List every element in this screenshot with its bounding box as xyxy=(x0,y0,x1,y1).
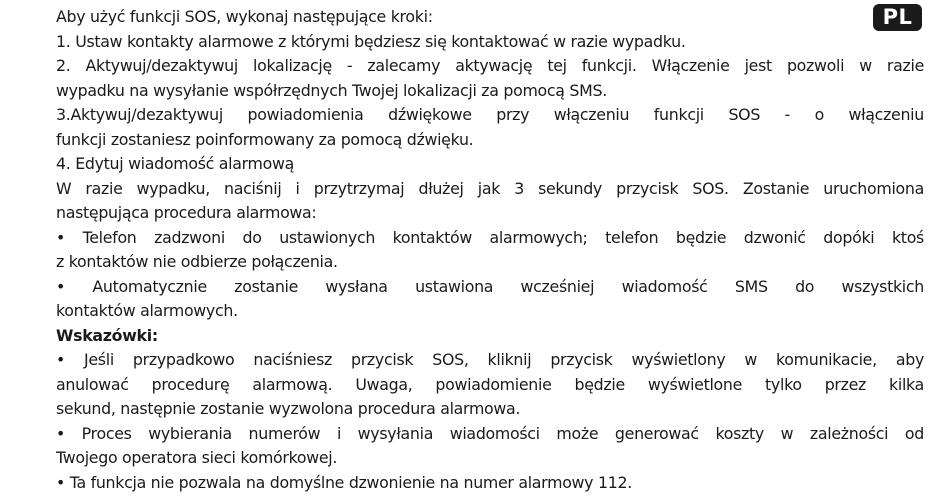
tips-heading: Wskazówki: xyxy=(56,325,158,345)
step-2-line-2: wypadku na wysyłanie współrzędnych Twojej lokalizacji za pomocą SMS. xyxy=(56,80,607,100)
step-3-line-1: 3.Aktywuj/dezaktywuj powiadomienia dźwiękowe przy włączeniu funkcji SOS - o włączeniu xyxy=(56,105,924,124)
tip-2-line-1: • Proces wybierania numerów i wysyłania wiadomości może generować koszty w zależności od xyxy=(56,423,924,443)
tip-1-line-3: sekund, następnie zostanie wyzwolona procedura alarmowa. xyxy=(56,399,521,418)
bullet-2-line-1: • Automatycznie zostanie wysłana ustawiona wcześniej wiadomość SMS do wszystkich xyxy=(56,276,924,296)
tip-1-line-1: • Jeśli przypadkowo naciśniesz przycisk SOS, kliknij przycisk wyświetlony w komunikacie, aby xyxy=(56,350,924,369)
tip-1-line-2: anulować procedurę alarmową. Uwaga, powiadomienie będzie wyświetlone tylko przez kilka xyxy=(56,374,924,394)
step-3-line-2: funkcji zostaniesz poinformowany za pomocą dźwięku. xyxy=(56,129,474,149)
tip-2-line-2: Twojego operatora sieci komórkowej. xyxy=(56,448,338,467)
tip-3: • Ta funkcja nie pozwala na domyślne dzwonienie na numer alarmowy 112. xyxy=(56,472,632,492)
manual-text xyxy=(56,0,924,500)
procedure-line-2: następująca procedura alarmowa: xyxy=(56,203,317,222)
procedure-line-1: W razie wypadku, naciśnij i przytrzymaj dłużej jak 3 sekundy przycisk SOS. Zostanie uruchomiona xyxy=(56,178,924,198)
language-badge: PL xyxy=(873,4,922,31)
step-2-line-1: 2. Aktywuj/dezaktywuj lokalizację - zalecamy aktywację tej funkcji. Włączenie jest pozwoli w razie xyxy=(56,56,924,75)
bullet-1-line-1: • Telefon zadzwoni do ustawionych kontaktów alarmowych; telefon będzie dzwonić dopóki ktoś xyxy=(56,227,924,247)
step-1: 1. Ustaw kontakty alarmowe z którymi będziesz się kontaktować w razie wypadku. xyxy=(56,31,686,51)
bullet-1-line-2: z kontaktów nie odbierze połączenia. xyxy=(56,252,338,271)
step-4: 4. Edytuj wiadomość alarmową xyxy=(56,154,294,173)
bullet-2-line-2: kontaktów alarmowych. xyxy=(56,301,238,320)
intro-line: Aby użyć funkcji SOS, wykonaj następujące kroki: xyxy=(56,7,433,26)
